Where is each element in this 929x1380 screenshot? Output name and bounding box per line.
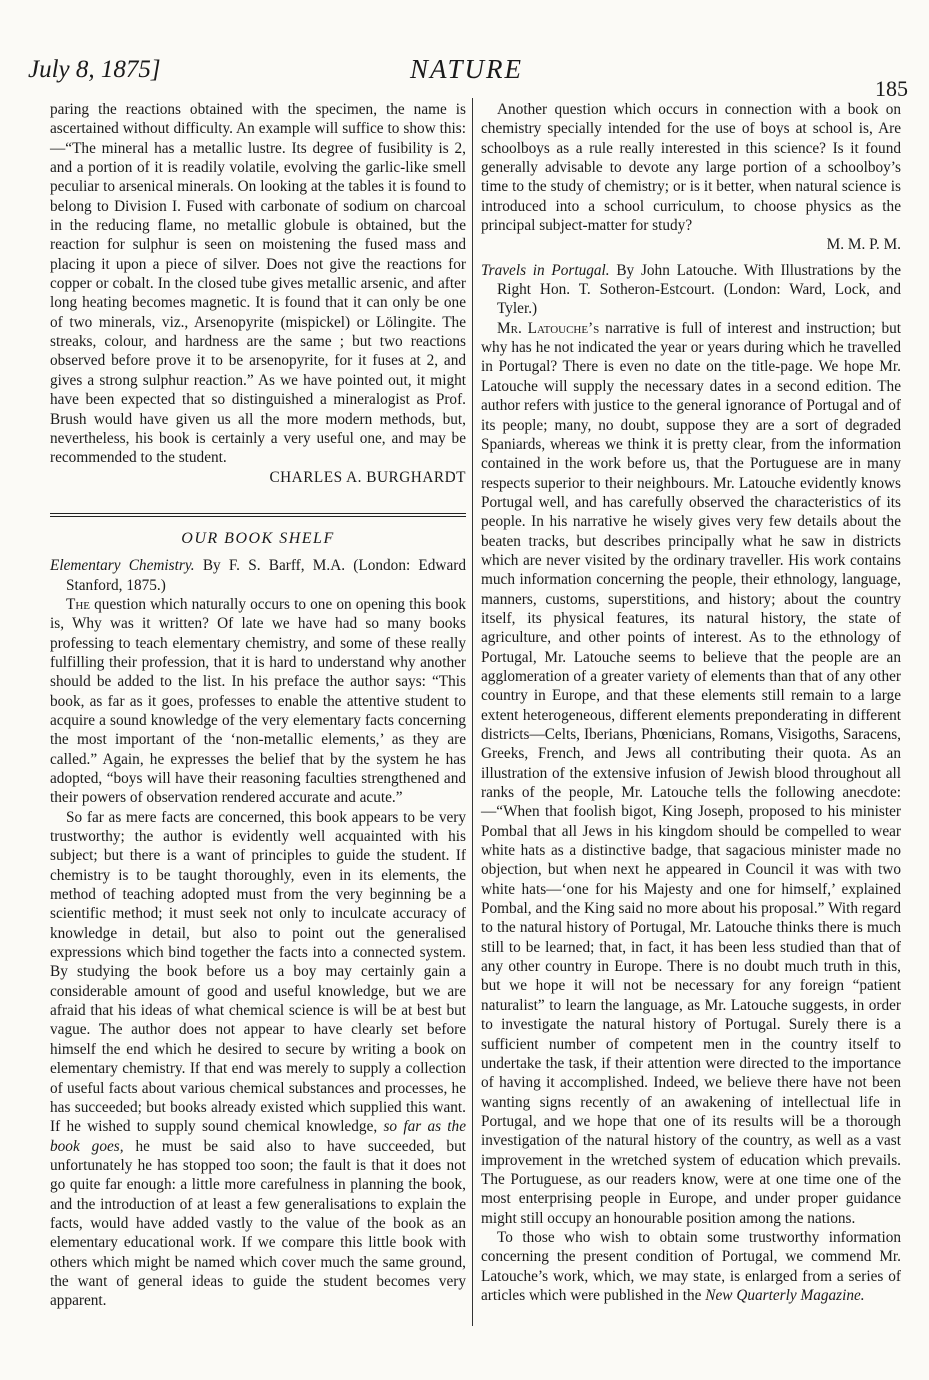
emphasis-text: so far as the book goes, (50, 1118, 467, 1155)
review-paragraph (481, 1228, 901, 1305)
lead-word: The (66, 595, 91, 613)
paragraph-text: narrative is full of interest and instruction; but why has he not indicated the year or years during which he travelled in Portugal? There is even no date on the title-page. We hope Mr. Latouche will supply the necessary dates in a second edition. The author refers with justice to the general ignorance of Portugal and of its people; many, no doubt, suppose they are a sort of degraded Spaniards, whereas we think it is pretty clear, from the information contained in the work before us, that the Portuguese are in many respects superior to their neighbours. Mr. Latouche evidently knows Portugal well, and has carefully observed the characteristics of its people. In his narrative he wisely gives very few details about the beaten tracks, but describes principally what he saw in districts which are never visited by the ordinary traveller. His work contains much information concerning the people, their ethnology, language, manners, customs, superstitions, and history; about the country itself, its physical features, its natural history, the state of agriculture, and other points of interest. As to the ethnology of Portugal, Mr. Latouche seems to believe that the people are an agglomeration of a greater variety of elements than that of any other country in Europe, and that these elements still remain to a large extent heterogeneous, different elements preponderating in different districts—Celts, Iberians, Phœnicians, Romans, Visigoths, Saracens, Greeks, French, and Jews all contributing their quota. As an illustration of the extensive infusion of Jewish blood throughout all ranks of the people, Mr. Latouche tells the following anecdote:—“When that foolish bigot, King Joseph, proposed to his minister Pombal that all Jews in his kingdom should be compelled to wear white hats as a distinctive badge, that sagacious minister made no objection, but when next he appeared in Council it was with two white hats—‘one for his Majesty and one for himself,’ explained Pombal, and the King said no more about his proposal.” With regard to the natural history of Portugal, Mr. Latouche thinks there is much still to be learned; that, in fact, it has been less studied than that of any other country in Europe. There is no doubt much truth in this, but we hope it will not be necessary for any foreign “patient naturalist” to learn the language, as Mr. Latouche suggests, in order to investigate the natural history of Portugal. Surely there is a sufficient number of competent men in the country itself to undertake the task, if their attention were directed to the importance of having it accomplished. Indeed, we believe there have not been wanting signs recently of an awakening of intellectual life in Portugal, and we hope that one of its results will be a thorough investigation of the natural history of the country, as well as a vast improvement in the wretched system of education which prevails. The Portuguese, as our readers know, were at one time one of the most enterprising people in Europe, and under proper guidance might still occupy an honourable position among the nations. (481, 319, 902, 1227)
paragraph-text: he must be said also to have succeeded, but unfortunately he has stopped too soon; the fault is that it does not go quite far enough: a little more carefulness in planning the book, and the introduction of at least a few generalisations to explain the facts, would have added vastly to the value of the book as an elementary educational work. If we compare this little book with others which might be named which cover much the same ground, the want of general ideas to guide the student becomes very apparent. (50, 1137, 466, 1310)
right-column (481, 100, 901, 1305)
book-title: Elementary Chemistry. (50, 557, 195, 575)
review-signature (50, 468, 466, 487)
column-divider (472, 98, 473, 1326)
book-entry-heading (50, 556, 466, 595)
paragraph-text: To those who wish to obtain some trustworthy information concerning the present condition of Portugal, we commend Mr. Latouche’s work, which, we may state, is enlarged from a series of articles which were published in the (481, 1228, 901, 1304)
paragraph-text: So far as mere facts are concerned, this book appears to be very trustworthy; the author is evidently well acquainted with his subject; but there is a want of principles to guide the student. If chemistry is to be taught thoroughly, even in its elements, the method of teaching adopted must from the very beginning be a scientific method; it must seek not only to inculcate accuracy of knowledge in detail, but also to point out the generalised expressions which bind together the facts into a connected system. By studying the book before us a boy may certainly gain a considerable amount of good and useful knowledge, but we are afraid that his ideas of what chemical science is will be at best but vague. The author does not appear to have clearly set before himself the end which he desired to secure by writing a book on elementary chemistry. If that end was merely to supply a collection of useful facts about various chemical substances and processes, he has succeeded; but books already existed which supplied this want. If he wished to supply sound chemical knowledge, (50, 808, 466, 1136)
review-paragraph (50, 808, 466, 1311)
book-details: By F. S. Barff, M.A. (London: Edward Stanford, 1875.) (66, 557, 466, 594)
review-paragraph (50, 595, 466, 808)
journal-title: NATURE (410, 54, 523, 84)
reviewer-initials: M. M. P. M. (826, 236, 901, 254)
review-paragraph (481, 319, 901, 1228)
section-title: OUR BOOK SHELF (181, 529, 335, 547)
review-paragraph: Another question which occurs in connection with a book on chemistry specially intended for the use of boys at school is, Are schoolboys as a rule really interested in this science? Is it found generally advisable to devote any large portion of a schoolboy’s time to the study of chemistry; or is it better, when natural science is introduced into a school curriculum, to choose physics as the principal subject-matter for study? (481, 101, 901, 235)
signature-text: CHARLES A. BURGHARDT (269, 468, 466, 486)
book-title: Travels in Portugal. (481, 261, 610, 279)
book-details: By John Latouche. With Illustrations by the Right Hon. T. Sotheron-Estcourt. (London: Ward, Lock, and Tyler.) (497, 261, 901, 318)
section-divider (50, 513, 466, 517)
book-entry-heading (481, 261, 901, 319)
issue-date: July 8, 1875] (28, 56, 161, 83)
paragraph-text: question which naturally occurs to one on opening this book is, Why was it written? Of late we have had so many books professing to teach elementary chemistry, and some of these really fulfilling their profession, that it is hard to understand why another should be added to the list. In his preface the author says: “This book, as far as it goes, professes to enable the attentive student to acquire a sound knowledge of the very elementary facts concerning the most important of the ‘non-metallic elements,’ as they are called.” Again, he expresses the belief that by the system he has adopted, “boys will have their reasoning faculties strengthened and their powers of observation rendered accurate and acute.” (50, 595, 466, 807)
page-header (28, 50, 908, 101)
emphasis-text: New Quarterly Magazine. (705, 1286, 865, 1304)
review-continuation: paring the reactions obtained with the specimen, the name is ascertained without difficulty. An example will suffice to show this:—“The mineral has a metallic lustre. Its degree of fusibility is 2, and a portion of it is readily volatile, evolving the garlic-like smell peculiar to arsenical minerals. On looking at the tables it is found to belong to Division I. Fused with carbonate of sodium on charcoal in the reducing flame, no metallic globule is obtained, but the reaction for sulphur is seen on moistening the fused mass and placing it upon a piece of silver. Does not give the reactions for copper or cobalt. In the closed tube gives metallic arsenic, and after long heating becomes magnetic. It is found that it can only be one of two minerals, viz., Arsenopyrite (mispickel) or Lölingite. The streaks, colour, and hardness are the same ; but two reactions observed before prove it to be arsenopyrite, for it fuses at 2, and gives a strong sulphur reaction.” As we have pointed out, it might have been expected that so distinguished a mineralogist as Prof. Brush would have given us all the more modern methods, but, nevertheless, his book is certainly a very useful one, and may be recommended to the student. (50, 101, 466, 467)
left-column (50, 100, 466, 1311)
page-number: 185 (875, 76, 908, 101)
lead-word: Mr. Latouche’s (497, 319, 600, 337)
